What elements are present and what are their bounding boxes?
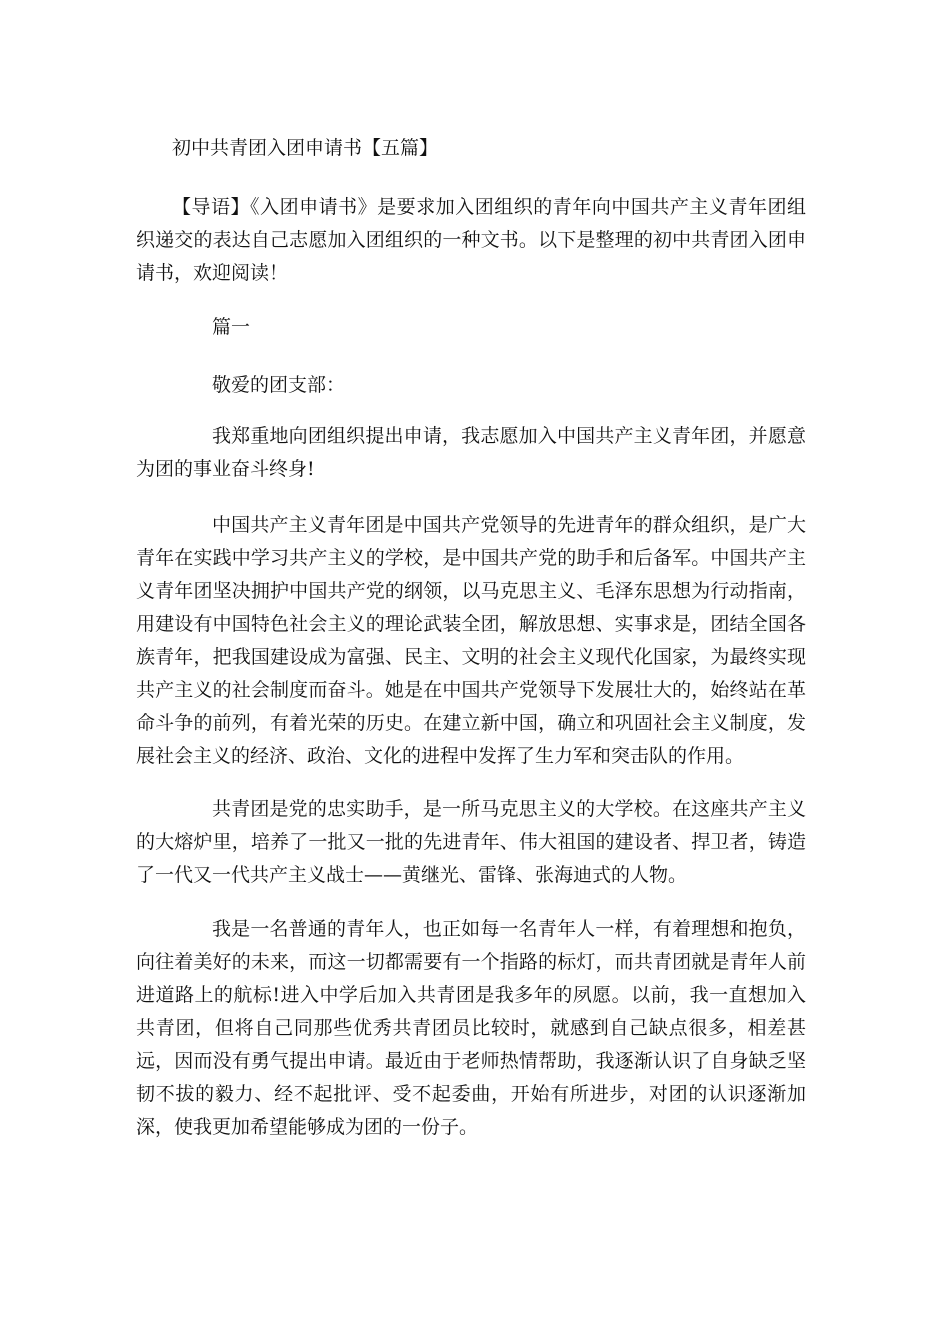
body-paragraph-3: 共青团是党的忠实助手，是一所马克思主义的大学校。在这座共产主义的大熔炉里，培养了一批又一批的先进青年、伟大祖国的建设者、捍卫者，铸造了一代又一代共产主义战士——黄继光、雷锋、张海迪式的人物。 [136,798,806,886]
body-paragraph-4: 我是一名普通的青年人，也正如每一名青年人一样，有着理想和抱负，向往着美好的未来，而这一切都需要有一个指路的标灯，而共青团就是青年人前进道路上的航标!进入中学后加入共青团是我多年的夙愿。以前，我一直想加入共青团，但将自己同那些优秀共青团员比较时，就感到自己缺点很多，相差甚远，因而没有勇气提出申请。最近由于老师热情帮助，我逐渐认识了自身缺乏坚韧不拔的毅力、经不起批评、受不起委曲，开始有所进步，对团的认识逐渐加深，使我更加希望能够成为团的一份子。 [136,918,806,1138]
salutation: 敬爱的团支部： [212,374,346,396]
intro-paragraph: 【导语】《入团申请书》是要求加入团组织的青年向中国共产主义青年团组织递交的表达自己志愿加入团组织的一种文书。以下是整理的初中共青团入团申请书，欢迎阅读！ [136,196,806,284]
body-paragraph-1: 我郑重地向团组织提出申请，我志愿加入中国共产主义青年团，并愿意为团的事业奋斗终身! [136,425,806,480]
document-title: 初中共青团入团申请书【五篇】 [172,137,439,159]
body-paragraph-2: 中国共产主义青年团是中国共产党领导的先进青年的群众组织，是广大青年在实践中学习共产主义的学校，是中国共产党的助手和后备军。中国共产主义青年团坚决拥护中国共产党的纲领，以马克思主义、毛泽东思想为行动指南，用建设有中国特色社会主义的理论武装全团，解放思想、实事求是，团结全国各族青年，把我国建设成为富强、民主、文明的社会主义现代化国家，为最终实现共产主义的社会制度而奋斗。她是在中国共产党领导下发展壮大的，始终站在革命斗争的前列，有着光荣的历史。在建立新中国，确立和巩固社会主义制度，发展社会主义的经济、政治、文化的进程中发挥了生力军和突击队的作用。 [136,514,806,767]
section-label: 篇一 [212,316,251,338]
